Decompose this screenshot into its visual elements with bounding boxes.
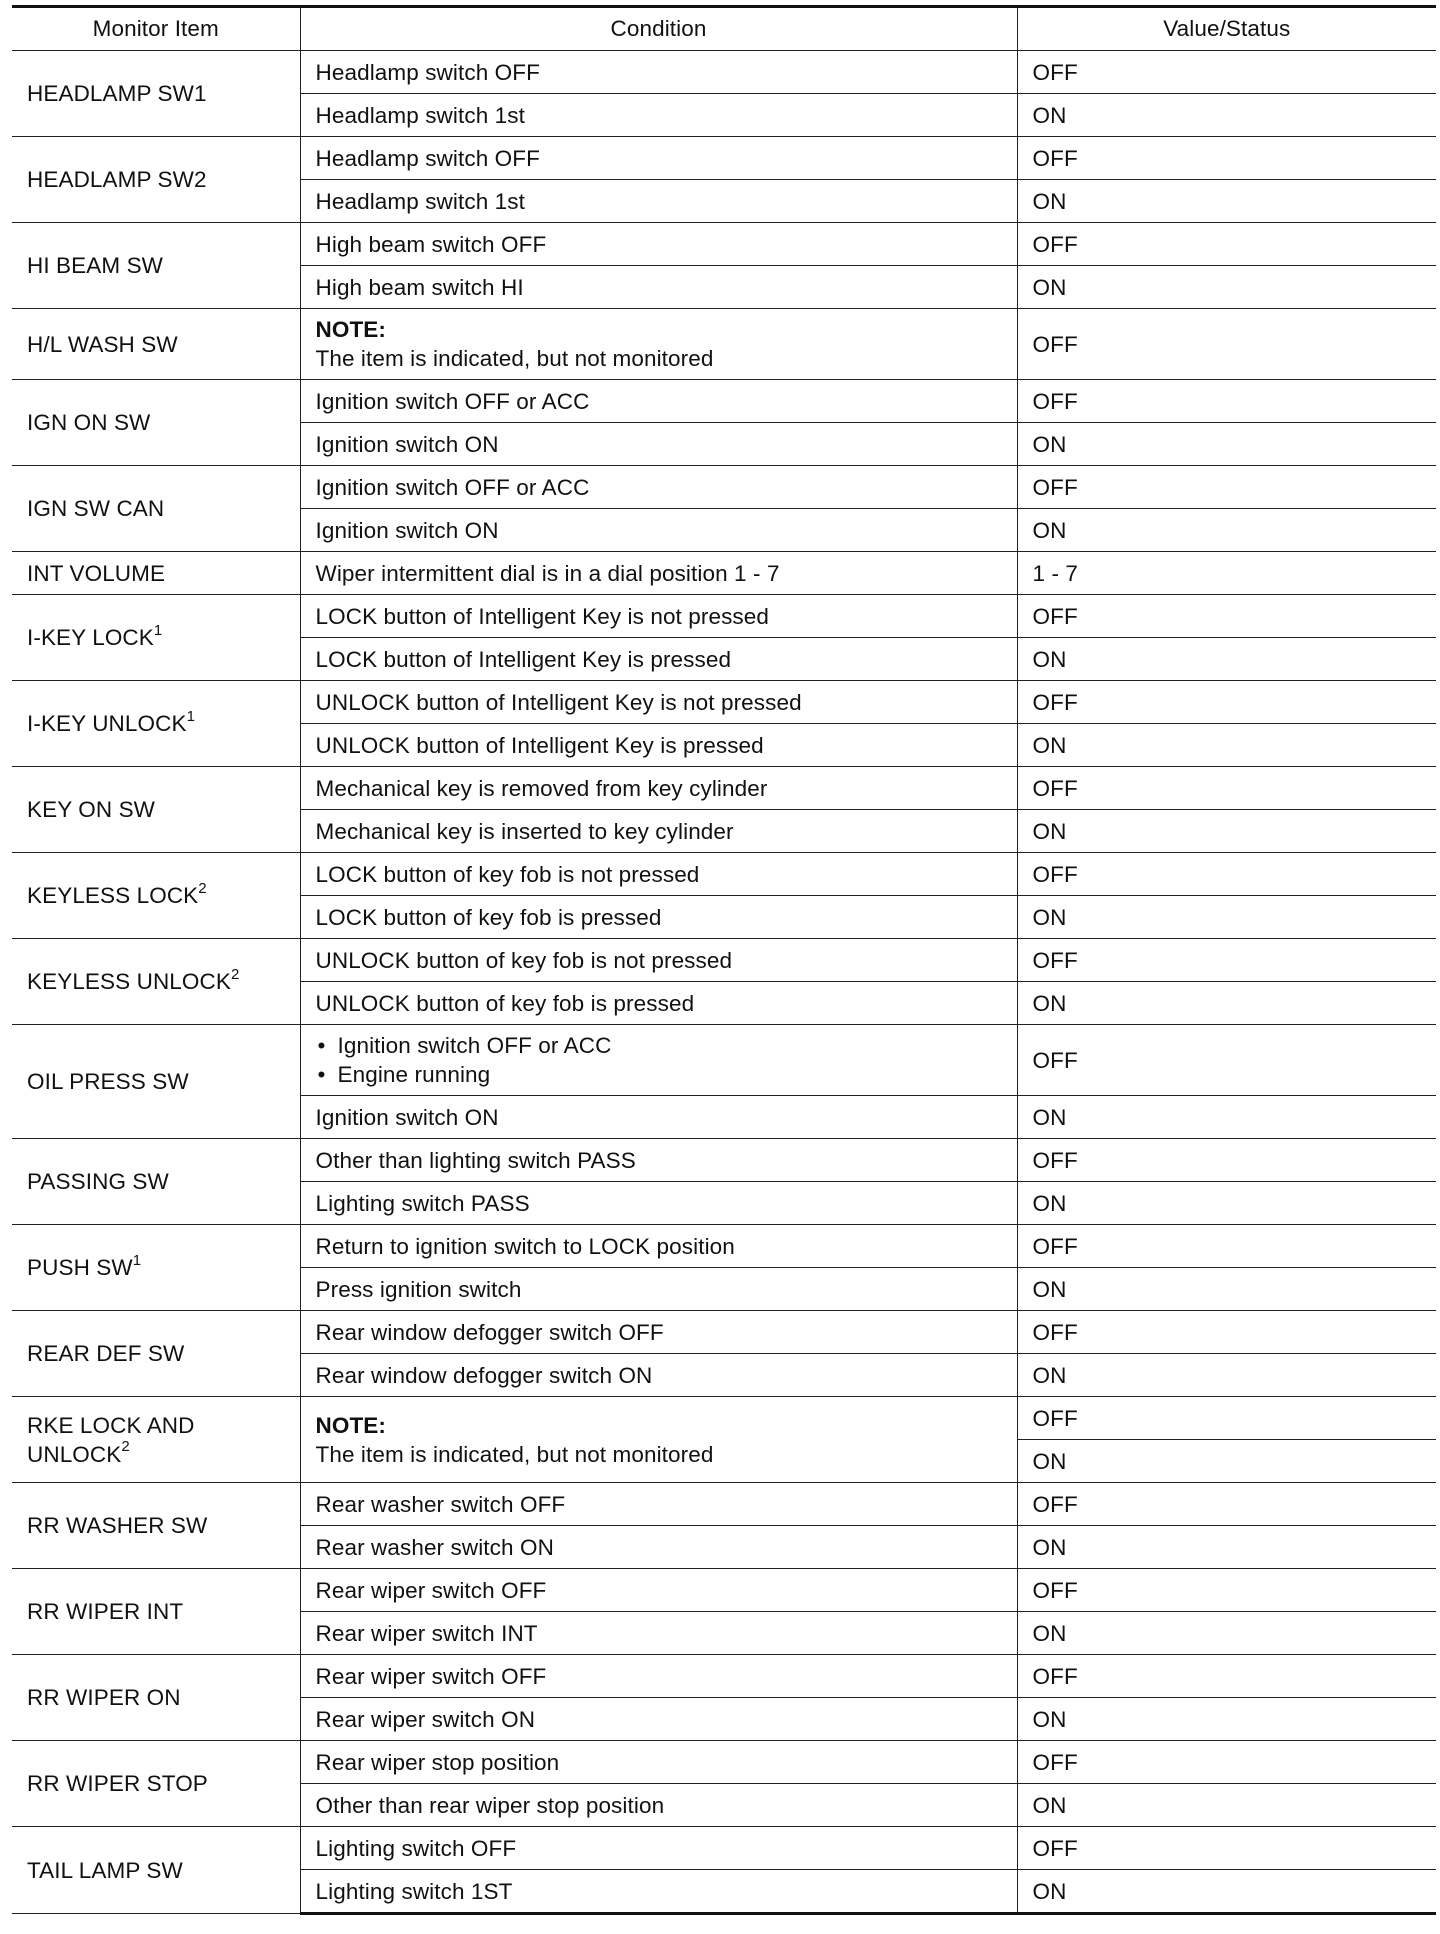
monitor-item-cell: KEY ON SW bbox=[12, 767, 300, 853]
value-cell: ON bbox=[1017, 180, 1436, 223]
table-row bbox=[12, 1569, 1436, 1612]
value-cell: OFF bbox=[1017, 1225, 1436, 1268]
monitor-item-label: KEYLESS UNLOCK bbox=[27, 969, 231, 994]
table-row bbox=[12, 51, 1436, 94]
condition-cell: UNLOCK button of key fob is not pressed bbox=[300, 939, 1017, 982]
value-cell: ON bbox=[1017, 638, 1436, 681]
value-cell: OFF bbox=[1017, 939, 1436, 982]
table-row bbox=[12, 1397, 1436, 1440]
value-cell: OFF bbox=[1017, 1397, 1436, 1440]
value-cell: ON bbox=[1017, 1612, 1436, 1655]
note-label: NOTE: bbox=[315, 1412, 386, 1438]
monitor-item-cell: REAR DEF SW bbox=[12, 1311, 300, 1397]
value-cell: ON bbox=[1017, 982, 1436, 1025]
value-cell: OFF bbox=[1017, 853, 1436, 896]
value-cell: 1 - 7 bbox=[1017, 552, 1436, 595]
condition-cell: Ignition switch OFF or ACC bbox=[300, 466, 1017, 509]
footnote-ref: 1 bbox=[186, 707, 196, 725]
footnote-ref: 2 bbox=[121, 1438, 130, 1455]
monitor-item-cell bbox=[12, 681, 300, 767]
condition-cell: LOCK button of Intelligent Key is not pressed bbox=[300, 595, 1017, 638]
monitor-item-cell bbox=[12, 853, 300, 939]
value-cell: ON bbox=[1017, 1354, 1436, 1397]
value-cell: OFF bbox=[1017, 223, 1436, 266]
value-cell: ON bbox=[1017, 1096, 1436, 1139]
condition-cell: Rear window defogger switch OFF bbox=[300, 1311, 1017, 1354]
table-row bbox=[12, 853, 1436, 896]
monitor-item-label-line2: UNLOCK bbox=[27, 1441, 122, 1467]
table-row bbox=[12, 223, 1436, 266]
table-row bbox=[12, 1225, 1436, 1268]
value-cell: ON bbox=[1017, 1182, 1436, 1225]
monitor-item-cell bbox=[12, 595, 300, 681]
table-header-row bbox=[12, 7, 1436, 51]
table-row bbox=[12, 380, 1436, 423]
monitor-item-cell: RR WASHER SW bbox=[12, 1483, 300, 1569]
monitor-item-label: I-KEY UNLOCK bbox=[27, 711, 187, 736]
list-item: • Engine running bbox=[316, 1060, 1017, 1089]
monitor-item-label: KEYLESS LOCK bbox=[27, 883, 199, 908]
condition-cell: UNLOCK button of Intelligent Key is not pressed bbox=[300, 681, 1017, 724]
value-cell: ON bbox=[1017, 1784, 1436, 1827]
value-cell: OFF bbox=[1017, 1569, 1436, 1612]
value-cell: OFF bbox=[1017, 466, 1436, 509]
condition-cell: Lighting switch 1ST bbox=[300, 1870, 1017, 1914]
monitor-item-cell: OIL PRESS SW bbox=[12, 1025, 300, 1139]
value-cell: ON bbox=[1017, 266, 1436, 309]
note-text: The item is indicated, but not monitored bbox=[315, 346, 714, 371]
value-cell: OFF bbox=[1017, 1483, 1436, 1526]
condition-cell: Other than rear wiper stop position bbox=[300, 1784, 1017, 1827]
condition-cell: Rear wiper switch OFF bbox=[300, 1655, 1017, 1698]
condition-cell: Ignition switch OFF or ACC bbox=[300, 380, 1017, 423]
value-cell: ON bbox=[1017, 1440, 1436, 1483]
value-cell: ON bbox=[1017, 1268, 1436, 1311]
monitor-item-cell: HEADLAMP SW2 bbox=[12, 137, 300, 223]
monitor-item-cell: PASSING SW bbox=[12, 1139, 300, 1225]
footnote-ref: 2 bbox=[198, 879, 207, 897]
table-row bbox=[12, 939, 1436, 982]
column-header-condition: Condition bbox=[300, 7, 1017, 51]
monitor-item-cell: RR WIPER STOP bbox=[12, 1741, 300, 1827]
monitor-item-cell bbox=[12, 1397, 300, 1483]
table-row bbox=[12, 767, 1436, 810]
value-cell: OFF bbox=[1017, 309, 1436, 380]
table-row bbox=[12, 1025, 1436, 1096]
condition-cell: Lighting switch PASS bbox=[300, 1182, 1017, 1225]
value-cell: OFF bbox=[1017, 1655, 1436, 1698]
table-row bbox=[12, 595, 1436, 638]
monitor-item-cell: IGN ON SW bbox=[12, 380, 300, 466]
value-cell: OFF bbox=[1017, 595, 1436, 638]
condition-bullet-list bbox=[316, 1031, 1017, 1089]
value-cell: ON bbox=[1017, 896, 1436, 939]
monitor-table bbox=[12, 5, 1436, 1915]
value-cell: ON bbox=[1017, 509, 1436, 552]
condition-cell: Other than lighting switch PASS bbox=[300, 1139, 1017, 1182]
condition-cell: Rear washer switch OFF bbox=[300, 1483, 1017, 1526]
table-row bbox=[12, 1741, 1436, 1784]
value-cell: OFF bbox=[1017, 51, 1436, 94]
monitor-item-label: PUSH SW bbox=[27, 1255, 133, 1280]
condition-cell: Rear wiper switch INT bbox=[300, 1612, 1017, 1655]
monitor-item-label: I-KEY LOCK bbox=[27, 625, 154, 650]
table-row bbox=[12, 681, 1436, 724]
condition-cell: LOCK button of key fob is not pressed bbox=[300, 853, 1017, 896]
condition-cell: Return to ignition switch to LOCK position bbox=[300, 1225, 1017, 1268]
condition-cell: Press ignition switch bbox=[300, 1268, 1017, 1311]
condition-cell: Lighting switch OFF bbox=[300, 1827, 1017, 1870]
monitor-item-cell bbox=[12, 1225, 300, 1311]
condition-cell: Headlamp switch 1st bbox=[300, 94, 1017, 137]
table-row bbox=[12, 1655, 1436, 1698]
monitor-item-cell: RR WIPER INT bbox=[12, 1569, 300, 1655]
monitor-item-cell: H/L WASH SW bbox=[12, 309, 300, 380]
column-header-monitor-item: Monitor Item bbox=[12, 7, 300, 51]
condition-cell: Rear wiper switch ON bbox=[300, 1698, 1017, 1741]
condition-cell: High beam switch OFF bbox=[300, 223, 1017, 266]
table-row bbox=[12, 1483, 1436, 1526]
table-row bbox=[12, 466, 1436, 509]
condition-cell: Ignition switch ON bbox=[300, 509, 1017, 552]
condition-cell: Rear washer switch ON bbox=[300, 1526, 1017, 1569]
condition-cell: Wiper intermittent dial is in a dial position 1 - 7 bbox=[300, 552, 1017, 595]
value-cell: OFF bbox=[1017, 137, 1436, 180]
condition-cell: Mechanical key is removed from key cylinder bbox=[300, 767, 1017, 810]
condition-cell: Rear wiper stop position bbox=[300, 1741, 1017, 1784]
condition-cell: UNLOCK button of Intelligent Key is pressed bbox=[300, 724, 1017, 767]
note-text: The item is indicated, but not monitored bbox=[315, 1441, 714, 1467]
monitor-item-cell: HEADLAMP SW1 bbox=[12, 51, 300, 137]
value-cell: OFF bbox=[1017, 1311, 1436, 1354]
footnote-ref: 1 bbox=[153, 621, 163, 639]
value-cell: ON bbox=[1017, 1698, 1436, 1741]
value-cell: ON bbox=[1017, 810, 1436, 853]
table-row bbox=[12, 1827, 1436, 1870]
condition-cell: Headlamp switch 1st bbox=[300, 180, 1017, 223]
monitor-item-cell bbox=[12, 939, 300, 1025]
monitor-item-label-line1: RKE LOCK AND bbox=[27, 1412, 195, 1438]
monitor-item-cell: INT VOLUME bbox=[12, 552, 300, 595]
value-cell: ON bbox=[1017, 724, 1436, 767]
table-row bbox=[12, 552, 1436, 595]
monitor-item-cell: TAIL LAMP SW bbox=[12, 1827, 300, 1914]
table-row bbox=[12, 1139, 1436, 1182]
condition-bullets-cell bbox=[300, 1025, 1017, 1096]
table-row bbox=[12, 309, 1436, 380]
monitor-item-cell: RR WIPER ON bbox=[12, 1655, 300, 1741]
value-cell: OFF bbox=[1017, 681, 1436, 724]
condition-cell: Mechanical key is inserted to key cylinder bbox=[300, 810, 1017, 853]
condition-cell: LOCK button of Intelligent Key is pressed bbox=[300, 638, 1017, 681]
condition-cell: Rear window defogger switch ON bbox=[300, 1354, 1017, 1397]
column-header-value-status: Value/Status bbox=[1017, 7, 1436, 51]
table-row bbox=[12, 1311, 1436, 1354]
value-cell: OFF bbox=[1017, 1025, 1436, 1096]
condition-cell: LOCK button of key fob is pressed bbox=[300, 896, 1017, 939]
value-cell: OFF bbox=[1017, 1139, 1436, 1182]
value-cell: ON bbox=[1017, 423, 1436, 466]
value-cell: OFF bbox=[1017, 767, 1436, 810]
note-label: NOTE: bbox=[315, 317, 386, 342]
footnote-ref: 1 bbox=[132, 1251, 142, 1269]
value-cell: ON bbox=[1017, 1870, 1436, 1914]
condition-cell: High beam switch HI bbox=[300, 266, 1017, 309]
condition-cell: Ignition switch ON bbox=[300, 1096, 1017, 1139]
value-cell: OFF bbox=[1017, 1827, 1436, 1870]
table-row bbox=[12, 137, 1436, 180]
value-cell: OFF bbox=[1017, 1741, 1436, 1784]
monitor-item-cell: HI BEAM SW bbox=[12, 223, 300, 309]
value-cell: ON bbox=[1017, 1526, 1436, 1569]
value-cell: ON bbox=[1017, 94, 1436, 137]
condition-cell: Ignition switch ON bbox=[300, 423, 1017, 466]
condition-cell: UNLOCK button of key fob is pressed bbox=[300, 982, 1017, 1025]
condition-cell: Headlamp switch OFF bbox=[300, 51, 1017, 94]
value-cell: OFF bbox=[1017, 380, 1436, 423]
monitor-item-cell: IGN SW CAN bbox=[12, 466, 300, 552]
condition-note-cell bbox=[300, 309, 1017, 380]
condition-note-cell bbox=[300, 1397, 1017, 1483]
condition-cell: Rear wiper switch OFF bbox=[300, 1569, 1017, 1612]
condition-cell: Headlamp switch OFF bbox=[300, 137, 1017, 180]
list-item: • Ignition switch OFF or ACC bbox=[316, 1031, 1017, 1060]
footnote-ref: 2 bbox=[230, 965, 240, 983]
monitor-table-container bbox=[12, 5, 1436, 1915]
